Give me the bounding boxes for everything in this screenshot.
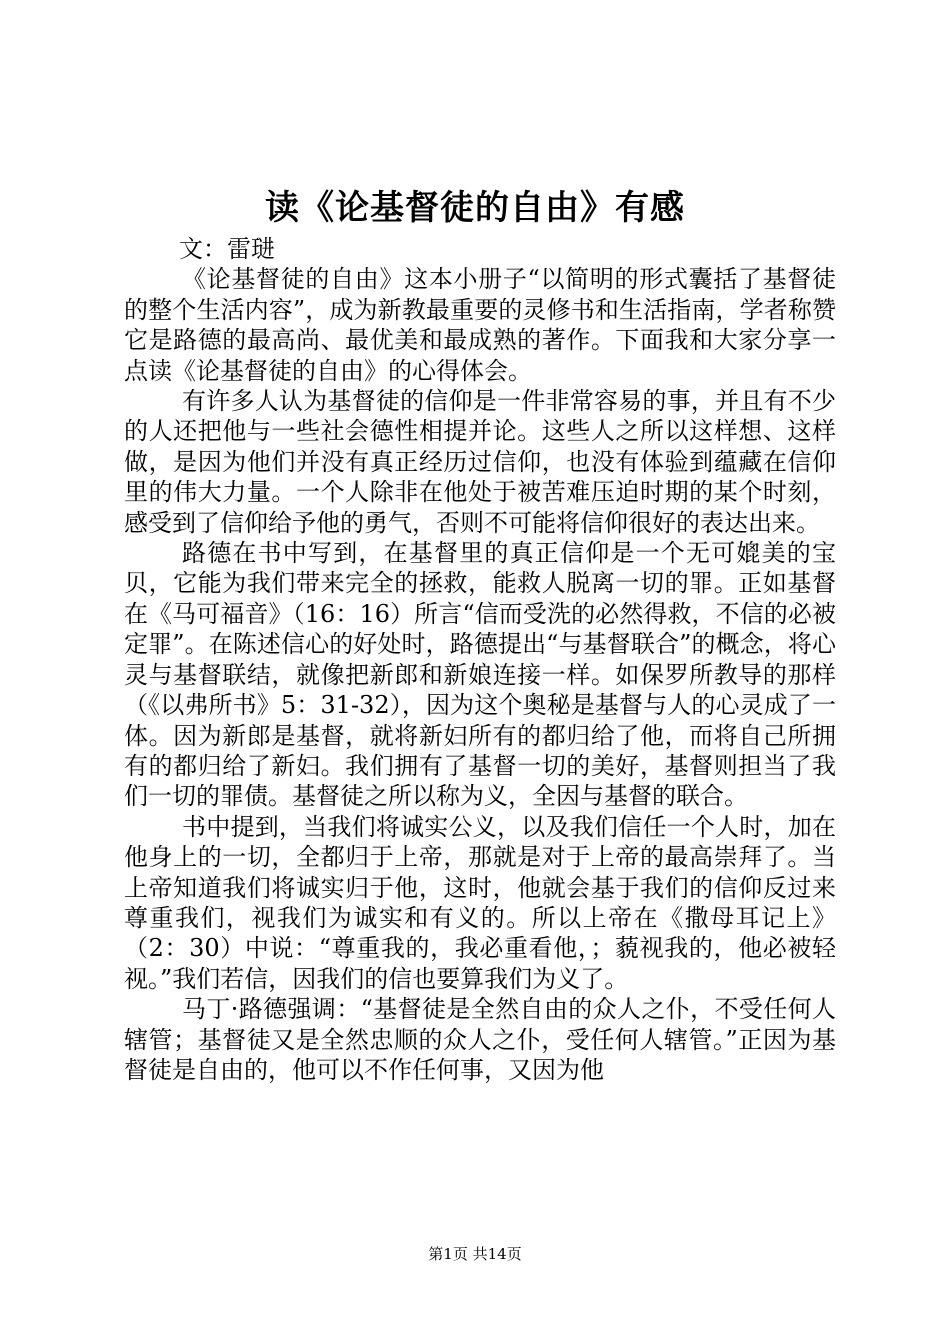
paragraph-5: 马丁·路德强调：“基督徒是全然自由的众人之仆，不受任何人辖管；基督徒又是全然忠顺的众人之仆，受任何人辖管。”正因为基督徒是自由的，他可以不作任何事，又因为他 (124, 995, 836, 1084)
document-title: 读《论基督徒的自由》有感 (265, 188, 685, 228)
paragraph-2: 有许多人认为基督徒的信仰是一件非常容易的事，并且有不少的人还把他与一些社会德性相提并论。这些人之所以这样想、这样做，是因为他们并没有真正经历过信仰，也没有体验到蕴藏在信仰里的伟大力量。一个人除非在他处于被苦难压迫时期的某个时刻，感受到了信仰给予他的勇气，否则不可能将信仰很好的表达出来。 (124, 387, 836, 537)
paragraph-3: 路德在书中写到，在基督里的真正信仰是一个无可媲美的宝贝，它能为我们带来完全的拯救，能救人脱离一切的罪。正如基督在《马可福音》（16：16）所言“信而受洗的必然得救，不信的必被定罪”。在陈述信心的好处时，路德提出“与基督联合”的概念，将心灵与基督联结，就像把新郎和新娘连接一样。如保罗所教导的那样（《以弗所书》5：31-32），因为这个奥秘是基督与人的心灵成了一体。因为新郎是基督，就将新妇所有的都归给了他，而将自己所拥有的都归给了新妇。我们拥有了基督一切的美好，基督则担当了我们一切的罪债。基督徒之所以称为义，全因与基督的联合。 (124, 539, 836, 811)
paragraph-1: 《论基督徒的自由》这本小册子“以简明的形式囊括了基督徒的整个生活内容”，成为新教最重要的灵修书和生活指南，学者称赞它是路德的最高尚、最优美和最成熟的著作。下面我和大家分享一点读《论基督徒的自由》的心得体会。 (124, 265, 836, 385)
document-body (124, 234, 836, 1085)
page-number-footer: 第1页 共14页 (428, 1245, 522, 1263)
paragraph-4: 书中提到，当我们将诚实公义，以及我们信任一个人时，加在他身上的一切，全都归于上帝，那就是对于上帝的最高崇拜了。当上帝知道我们将诚实归于他，这时，他就会基于我们的信仰反过来尊重我们，视我们为诚实和有义的。所以上帝在《撒母耳记上》（2：30）中说：“尊重我的，我必重看他，；藐视我的，他必被轻视。”我们若信，因我们的信也要算我们为义了。 (124, 812, 836, 993)
author-line: 文：雷琎 (179, 235, 275, 263)
